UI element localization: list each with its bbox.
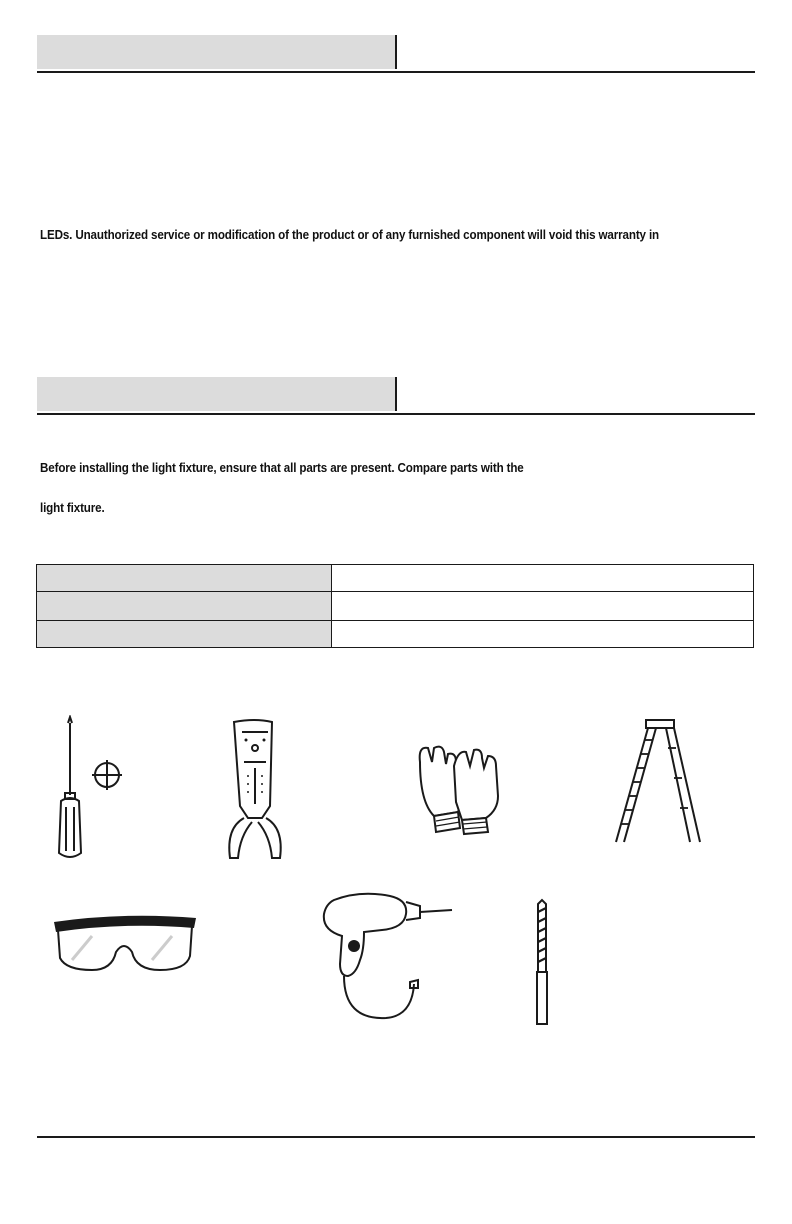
table-row	[37, 621, 754, 648]
table-row	[37, 592, 754, 621]
table-value-cell	[332, 621, 754, 648]
pre-installation-line-1: Before installing the light fixture, ensure that all parts are present. Compare parts with the	[40, 461, 524, 475]
screwdriver-icon	[50, 715, 130, 865]
step-ladder-icon	[610, 718, 706, 844]
drill-bit-icon	[530, 898, 554, 1026]
section-header-tab	[37, 377, 397, 411]
table-label-cell	[37, 592, 332, 621]
footer-rule	[37, 1136, 755, 1138]
table-label-cell	[37, 621, 332, 648]
safety-glasses-icon	[52, 912, 198, 976]
section-header-pre-installation	[37, 377, 755, 415]
table-row	[37, 565, 754, 592]
table-label-cell	[37, 565, 332, 592]
planning-table	[36, 564, 754, 648]
table-value-cell	[332, 592, 754, 621]
work-gloves-icon	[414, 742, 506, 836]
section-header-tab	[37, 35, 397, 69]
section-header-warranty	[37, 35, 755, 73]
warranty-text: LEDs. Unauthorized service or modification of the product or of any furnished component will void this warranty in	[40, 228, 660, 242]
wire-stripper-icon	[222, 718, 288, 862]
table-value-cell	[332, 565, 754, 592]
pre-installation-line-2: light fixture.	[40, 501, 105, 515]
power-drill-icon	[320, 890, 458, 1026]
